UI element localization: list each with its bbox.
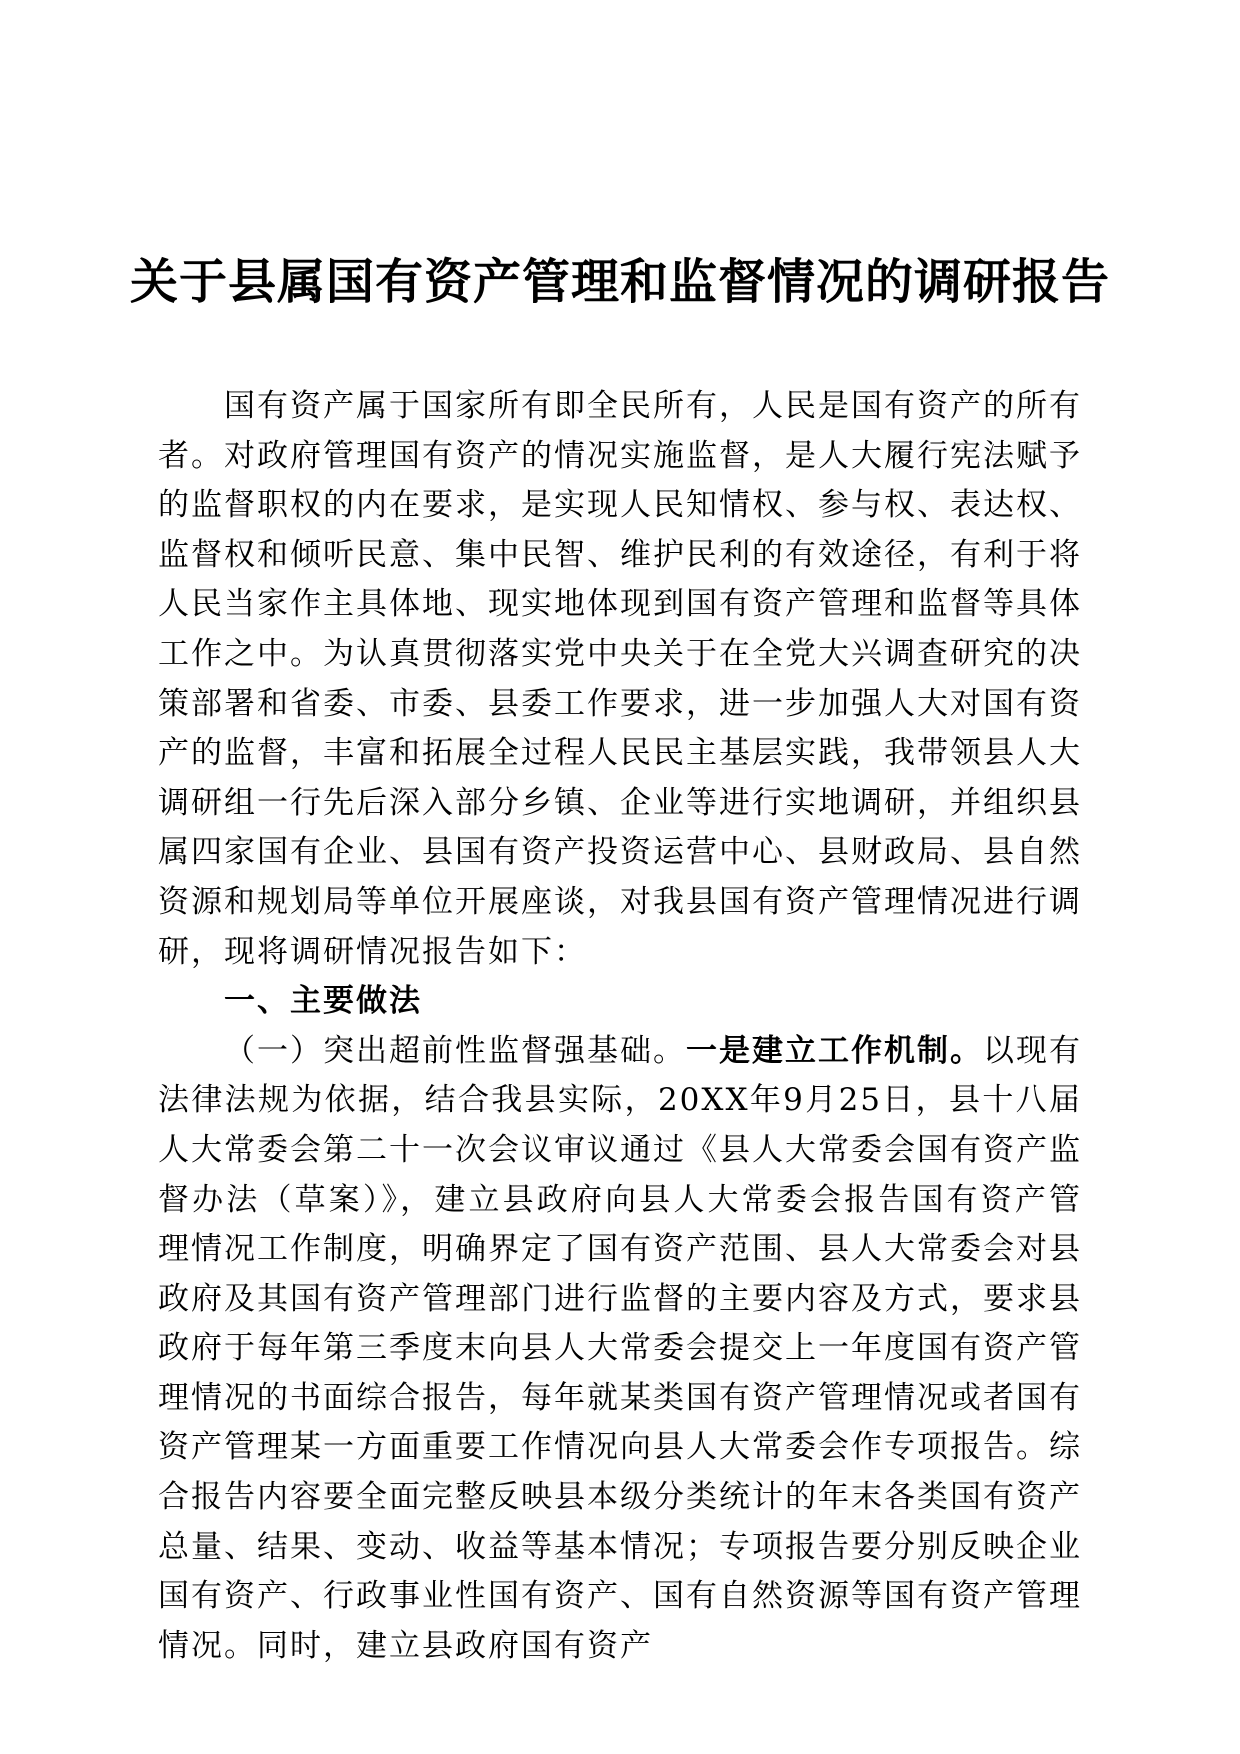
subsection-bold-run: 一是建立工作机制。 — [686, 1032, 983, 1069]
subsection-paragraph — [158, 1027, 1082, 1672]
document-body — [158, 382, 1082, 1671]
subsection-text: 以现有法律法规为依据，结合我县实际，20XX年9月25日，县十八届人大常委会第二十一次会议审议通过《县人大常委会国有资产监督办法（草案）》，建立县政府向县人大常委会报告国有资产管理情况工作制度，明确界定了国有资产范围、县人大常委会对县政府及其国有资产管理部门进行监督的主要内容及方式，要求县政府于每年第三季度末向县人大常委会提交上一年度国有资产管理情况的书面综合报告，每年就某类国有资产管理情况或者国有资产管理某一方面重要工作情况向县人大常委会作专项报告。综合报告内容要全面完整反映县本级分类统计的年末各类国有资产总量、结果、变动、收益等基本情况；专项报告要分别反映企业国有资产、行政事业性国有资产、国有自然资源等国有资产管理情况。同时，建立县政府国有资产 — [158, 1032, 1082, 1664]
document-title: 关于县属国有资产管理和监督情况的调研报告 — [129, 254, 1110, 310]
section-heading: 一、主要做法 — [224, 983, 422, 1020]
intro-paragraph: 国有资产属于国家所有即全民所有，人民是国有资产的所有者。对政府管理国有资产的情况实施监督，是人大履行宪法赋予的监督职权的内在要求，是实现人民知情权、参与权、表达权、监督权和倾听民意、集中民智、维护民利的有效途径，有利于将人民当家作主具体地、现实地体现到国有资产管理和监督等具体工作之中。为认真贯彻落实党中央关于在全党大兴调查研究的决策部署和省委、市委、县委工作要求，进一步加强人大对国有资产的监督，丰富和拓展全过程人民民主基层实践，我带领县人大调研组一行先后深入部分乡镇、企业等进行实地调研，并组织县属四家国有企业、县国有资产投资运营中心、县财政局、县自然资源和规划局等单位开展座谈，对我县国有资产管理情况进行调研，现将调研情况报告如下： — [158, 388, 1082, 970]
subsection-lead: （一）突出超前性监督强基础。 — [224, 1032, 686, 1069]
